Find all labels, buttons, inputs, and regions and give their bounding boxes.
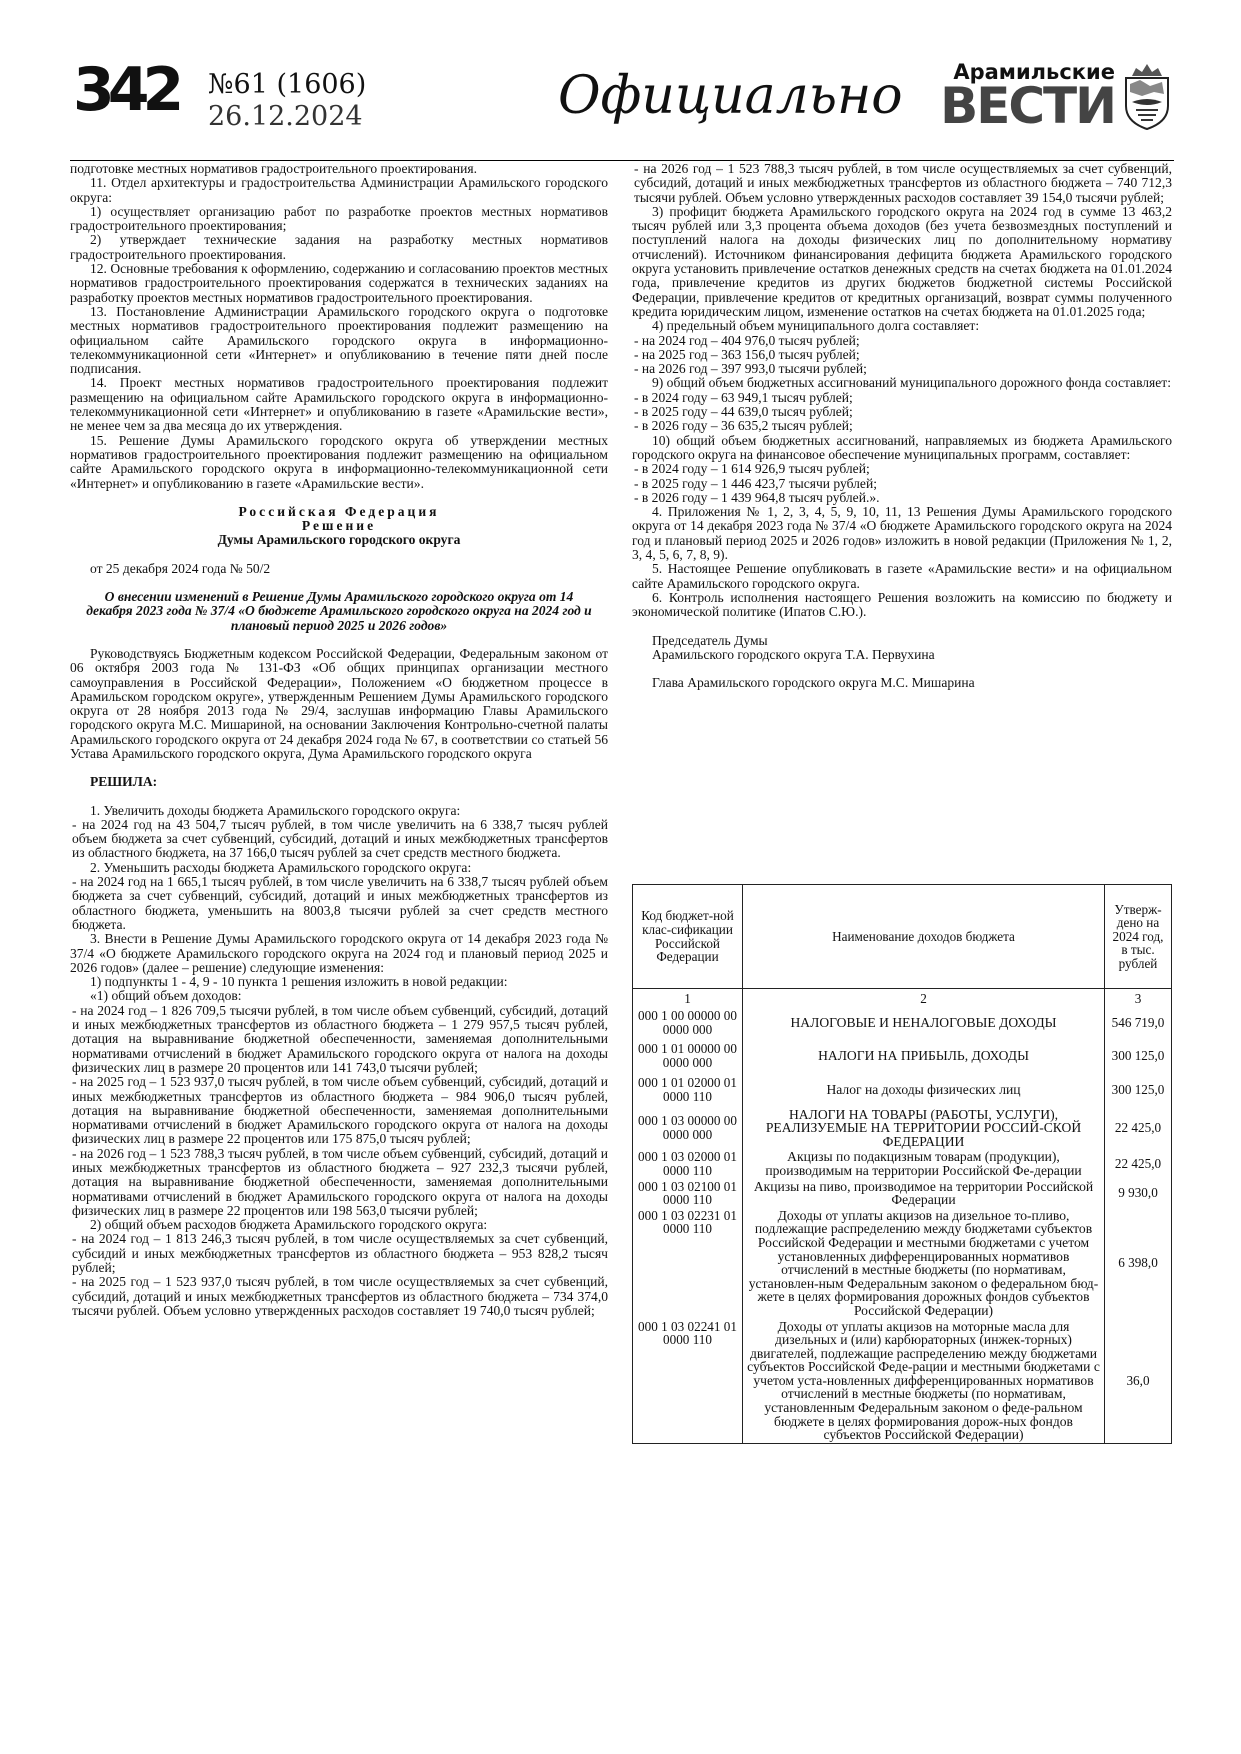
paragraph: 10) общий объем бюджетных ассигнований, направляемых из бюджета Арамильского городского округа на финансовое обеспечение муниципальных программ, составляет: <box>632 432 1172 462</box>
table-row <box>633 1073 1172 1107</box>
paragraph: подготовке местных нормативов градостроительного проектирования. <box>70 161 477 176</box>
decree-date: от 25 декабря 2024 года № 50/2 <box>90 560 271 576</box>
paragraph: 11. Отдел архитектуры и градостроительства Администрации Арамильского городского округа: <box>70 175 608 205</box>
table-cell-name: Доходы от уплаты акцизов на дизельное то-пливо, подлежащие распределению между бюджетами субъектов Российской Федерации и местными бюджетами с учетом установленных дифференцированных нормативов отчислений в местные бюджеты (по нормативам, установлен-ным Федеральным законом о федеральном бюд-жете в целях формирования дорожных фондов субъектов Российской Федерации) <box>743 1208 1105 1319</box>
table-cell-value: 36,0 <box>1105 1319 1172 1444</box>
masthead-top: Арамильские <box>953 60 1115 84</box>
table-cell-value: 6 398,0 <box>1105 1208 1172 1319</box>
paragraph: 14. Проект местных нормативов градостроительного проектирования подлежит размещению на официальном сайте Арамильского городского округа в информационно-телекоммуникационной сети «Интернет» и опубликованию в газете «Арамильские вести», не менее чем за два месяца до их утверждения. <box>70 375 608 434</box>
table-cell-code: 000 1 01 00000 00 0000 000 <box>633 1039 743 1073</box>
list-item: - в 2024 году – 1 614 926,9 тысяч рублей; <box>634 461 870 477</box>
list-item: - в 2025 году – 1 446 423,7 тысячи рублей; <box>634 475 877 491</box>
paragraph: 1) осуществляет организацию работ по разработке проектов местных нормативов градостроительного проектирования; <box>70 203 608 234</box>
masthead-main: ВЕСТИ <box>940 77 1115 135</box>
table-cell-value: 546 719,0 <box>1105 1007 1172 1039</box>
list-item: - в 2024 году – 63 949,1 тысяч рублей; <box>634 389 853 405</box>
table-row <box>633 1039 1172 1073</box>
table-cell-code: 000 1 03 02241 01 0000 110 <box>633 1319 743 1444</box>
paragraph: - на 2025 год – 1 523 937,0 тысяч рублей, в том числе осуществляемых за счет субвенций, субсидий, дотаций и иных межбюджетных трансфертов из областного бюджета – 734 374,0 тысячи рублей. Объем условно утвержденных расходов составляет 19 740,0 тысяч рублей; <box>72 1274 608 1318</box>
coat-of-arms-icon <box>1122 62 1172 130</box>
newspaper-masthead <box>940 60 1115 135</box>
table-row <box>633 1179 1172 1208</box>
decree-header-country: Российская Федерация <box>238 503 440 519</box>
table-cell-name: Акцизы на пиво, производимое на территории Российской Федерации <box>743 1179 1105 1208</box>
paragraph: - на 2024 год – 1 813 246,3 тысяч рублей, в том числе осуществляемых за счет субвенций, субсидий и иных межбюджетных трансфертов из областного бюджета – 953 828,2 тысяч рублей; <box>72 1231 608 1276</box>
table-row <box>633 1007 1172 1039</box>
list-item: - в 2026 году – 36 635,2 тысяч рублей; <box>634 418 853 434</box>
decree-header-type: Решение <box>301 518 377 534</box>
table-cell-code: 000 1 03 00000 00 0000 000 <box>633 1107 743 1150</box>
paragraph: 13. Постановление Администрации Арамильского городского округа о подготовке местных нормативов градостроительного проектирования подлежит размещению на официальном сайте Арамильского городского округа в информационно-телекоммуникационной сети «Интернет» и опубликованию в течение пяти дней после подписания. <box>70 303 608 377</box>
table-cell-value: 9 930,0 <box>1105 1179 1172 1208</box>
table-cell-name: Акцизы по подакцизным товарам (продукции), производимым на территории Российской Фе-дерации <box>743 1149 1105 1178</box>
signature-head: Глава Арамильского городского округа М.С. Мишарина <box>652 675 975 691</box>
paragraph: 2) общий объем расходов бюджета Арамильского городского округа: <box>90 1217 488 1233</box>
table-cell-name: Доходы от уплаты акцизов на моторные масла для дизельных и (или) карбюраторных (инжек-торных) двигателей, подлежащие распределению между бюджетами субъектов Российской Феде-рации и местными бюджетами с учетом уста-новленных дифференцированных нормативов отчислений в местные бюджеты (по нормативам, установленным Федеральным законом о феде-ральном бюджете в целях формирования дорож-ных фондов субъектов Российской Федерации) <box>743 1319 1105 1444</box>
list-item: - на 2024 год – 404 976,0 тысяч рублей; <box>634 332 860 348</box>
table-cell-code: 000 1 00 00000 00 0000 000 <box>633 1007 743 1039</box>
paragraph: 4) предельный объем муниципального долга составляет: <box>652 318 980 334</box>
table-cell-name: НАЛОГОВЫЕ И НЕНАЛОГОВЫЕ ДОХОДЫ <box>743 1007 1105 1039</box>
table-row <box>633 1319 1172 1444</box>
table-header-value: Утверж-дено на 2024 год, в тыс. рублей <box>1105 885 1172 989</box>
table-cell-code: 000 1 01 02000 01 0000 110 <box>633 1073 743 1107</box>
issue-number: №61 (1606) <box>208 69 367 100</box>
paragraph: - на 2025 год – 1 523 937,0 тысяч рублей, в том числе объем субвенций, субсидий, дотаций и иных межбюджетных трансфертов из областного бюджета – 984 906,0 тысяч рублей, дотация на выравнивание бюджетной обеспеченности, заменяемая дополнительными нормативами отчислений в бюджет Арамильского городского округа от налога на доходы физических лиц в размере 22 процентов или 175 875,0 тысяч рублей; <box>72 1074 608 1147</box>
decree-title: О внесении изменений в Решение Думы Арамильского городского округа от 14 декабря 2023 года № 37/4 «О бюджете Арамильского городского округа на 2024 год и плановый период 2025 и 2026 годов» <box>86 589 592 633</box>
paragraph: 3) профицит бюджета Арамильского городского округа на 2024 год в сумме 13 463,2 тысяч рублей или 3,3 процента объема доходов (без учета безвозмездных поступлений и поступлений налога на доходы физических лиц по дополнительному нормативу отчислений). Источником финансирования дефицита бюджета Арамильского городского округа установить привлечение остатков денежных средств на счетах бюджета на 01.01.2024 года, привлечение кредитов из других бюджетов бюджетной системы Российской Федерации, привлечение кредитов от кредитных организаций, возврат суммы полученного кредита юридическим лицом, изменение остатков на счетах бюджета на 01.01.2025 года; <box>632 203 1172 319</box>
paragraph: - на 2026 год – 1 523 788,3 тысяч рублей, в том числе объем субвенций, субсидий, дотаций и иных межбюджетных трансфертов из областного бюджета – 927 232,3 тысячи рублей, дотация на выравнивание бюджетной обеспеченности, заменяемая дополнительными нормативами отчислений в бюджет Арамильского городского округа от налога на доходы физических лиц в размере 22 процентов или 198 563,0 тысячи рублей; <box>72 1145 608 1218</box>
table-row <box>633 1208 1172 1319</box>
signature-chair-name: Арамильского городского округа Т.А. Первухина <box>652 646 935 662</box>
table-cell-name: НАЛОГИ НА ТОВАРЫ (РАБОТЫ, УСЛУГИ), РЕАЛИЗУЕМЫЕ НА ТЕРРИТОРИИ РОССИЙ-СКОЙ ФЕДЕРАЦИИ <box>743 1107 1105 1150</box>
paragraph: - на 2024 год – 1 826 709,5 тысячи рублей, в том числе объем субвенций, субсидий, дотаций и иных межбюджетных трансфертов из областного бюджета – 1 279 957,5 тысяч рублей, дотация на выравнивание бюджетной обеспеченности, заменяемая дополнительными нормативами отчислений в бюджет Арамильского городского округа от налога на доходы физических лиц в размере 20 процентов или 141 743,0 тысячи рублей; <box>72 1002 608 1075</box>
table-cell-code: 000 1 03 02100 01 0000 110 <box>633 1179 743 1208</box>
paragraph: 2) утверждает технические задания на разработку местных нормативов градостроительного проектирования. <box>70 232 608 262</box>
table-col-number: 3 <box>1105 989 1172 1007</box>
list-item: - в 2026 году – 1 439 964,8 тысяч рублей.». <box>634 489 880 505</box>
paragraph: - на 2024 год на 1 665,1 тысяч рублей, в том числе увеличить на 6 338,7 тысяч рублей объем бюджета за счет субвенций, субсидий, дотаций и иных межбюджетных трансфертов из областного бюджета, уменьшить на 8003,8 тысячи рублей за счет средств местного бюджета. <box>72 874 608 932</box>
list-item: - на 2026 год – 397 993,0 тысячи рублей; <box>634 361 867 377</box>
paragraph: 1. Увеличить доходы бюджета Арамильского городского округа: <box>90 802 461 818</box>
paragraph: «1) общий объем доходов: <box>90 988 242 1004</box>
table-row <box>633 1149 1172 1178</box>
table-cell-value: 300 125,0 <box>1105 1039 1172 1073</box>
table-cell-code: 000 1 03 02231 01 0000 110 <box>633 1208 743 1319</box>
paragraph: - на 2026 год – 1 523 788,3 тысяч рублей, в том числе осуществляемых за счет субвенций, субсидий, дотаций и иных межбюджетных трансфертов из областного бюджета – 740 712,3 тысячи рублей. Объем условно утвержденных расходов составляет 39 154,0 тысячи рублей; <box>634 161 1172 205</box>
paragraph: 4. Приложения № 1, 2, 3, 4, 5, 9, 10, 11, 13 Решения Думы Арамильского городского округа от 14 декабря 2023 года № 37/4 «О бюджете Арамильского городского округа на 2024 год и плановый период 2025 и 2026 годов» изложить в новой редакции (Приложения № 1, 2, 3, 4, 5, 6, 7, 8, 9). <box>632 504 1172 563</box>
table-cell-value: 22 425,0 <box>1105 1107 1172 1150</box>
left-column <box>70 162 608 1318</box>
page-header <box>0 0 1241 160</box>
paragraph: 2. Уменьшить расходы бюджета Арамильского городского округа: <box>90 859 472 875</box>
paragraph: 1) подпункты 1 - 4, 9 - 10 пункта 1 решения изложить в новой редакции: <box>90 974 508 990</box>
table-cell-value: 22 425,0 <box>1105 1149 1172 1178</box>
resolved-heading: РЕШИЛА: <box>90 774 158 790</box>
table-header-code: Код бюджет-ной клас-сификации Российской Федерации <box>633 885 743 989</box>
table-cell-name: НАЛОГИ НА ПРИБЫЛЬ, ДОХОДЫ <box>743 1039 1105 1073</box>
list-item: - на 2025 год – 363 156,0 тысяч рублей; <box>634 346 860 362</box>
table-col-number: 2 <box>743 989 1105 1007</box>
paragraph: 15. Решение Думы Арамильского городского округа об утверждении местных нормативов градостроительного проектирования подлежит размещению на официальном сайте Арамильского городского округа в информационно-телекоммуникационной сети «Интернет» и опубликованию в газете «Арамильские вести». <box>70 432 608 491</box>
section-title: Официально <box>558 66 903 126</box>
page-number: 342 <box>73 55 178 125</box>
table-row <box>633 1107 1172 1150</box>
table-cell-code: 000 1 03 02000 01 0000 110 <box>633 1149 743 1178</box>
signature-chair-title: Председатель Думы <box>652 632 768 648</box>
table-cell-name: Налог на доходы физических лиц <box>743 1073 1105 1107</box>
right-column <box>632 162 1172 690</box>
paragraph: - на 2024 год на 43 504,7 тысяч рублей, в том числе увеличить на 6 338,7 тысяч рублей объем бюджета за счет субвенций, субсидий, дотаций и иных межбюджетных трансфертов из областного бюджета, на 37 166,0 тысяч рублей за счет средств местного бюджета. <box>72 816 608 861</box>
decree-header-issuer: Думы Арамильского городского округа <box>217 532 461 548</box>
paragraph: 12. Основные требования к оформлению, содержанию и согласованию проектов местных нормативов градостроительного проектирования содержатся в технических заданиях на разработку проектов местных нормативов градостроительного проектирования. <box>70 261 608 305</box>
income-table <box>632 884 1172 1444</box>
list-item: - в 2025 году – 44 639,0 тысяч рублей; <box>634 404 853 420</box>
paragraph: 6. Контроль исполнения настоящего Решения возложить на комиссию по бюджету и экономической политике (Ипатов С.Ю.). <box>632 589 1172 620</box>
table-col-number: 1 <box>633 989 743 1007</box>
table-header-name: Наименование доходов бюджета <box>743 885 1105 989</box>
paragraph: 5. Настоящее Решение опубликовать в газете «Арамильские вести» и на официальном сайте Арамильского городского округа. <box>632 561 1172 591</box>
paragraph: 3. Внести в Решение Думы Арамильского городского округа от 14 декабря 2023 года № 37/4 «О бюджете Арамильского городского округа на 2024 год и плановый период 2025 и 2026 годов» (далее – решение) следующие изменения: <box>70 931 608 975</box>
decree-preamble: Руководствуясь Бюджетным кодексом Российской Федерации, Федеральным законом от 06 октября 2003 года № 131-ФЗ «Об общих принципах организации местного самоуправления в Российской Федерации», Положением «О бюджетном процессе в Арамильском городском округе», утвержденным Решением Думы Арамильского городского округа от 28 ноября 2013 года № 29/4, заслушав информацию Главы Арамильского городского округа М.С. Мишариной, на основании Заключения Контрольно-счетной палаты Арамильского городского округа от 24 декабря 2024 года № 67, в соответствии со статьей 56 Устава Арамильского городского округа, Дума Арамильского городского округа <box>70 645 608 761</box>
paragraph: 9) общий объем бюджетных ассигнований муниципального дорожного фонда составляет: <box>652 375 1171 391</box>
table-cell-value: 300 125,0 <box>1105 1073 1172 1107</box>
issue-date: 26.12.2024 <box>208 101 363 132</box>
